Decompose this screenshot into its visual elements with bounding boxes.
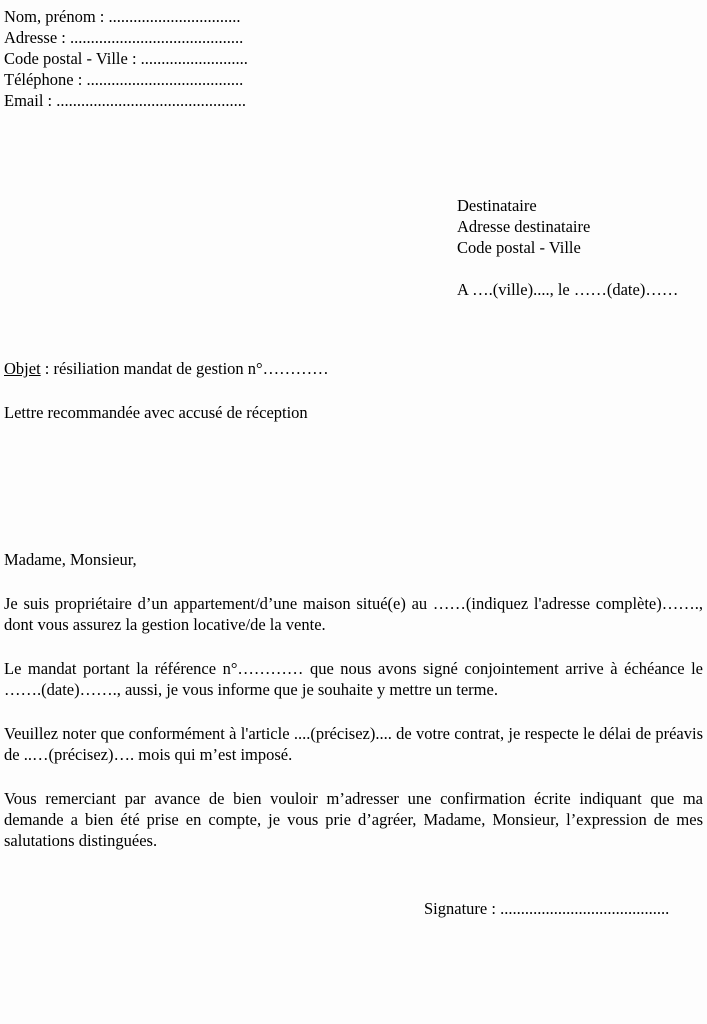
sender-name-line: Nom, prénom : ................................ bbox=[4, 7, 241, 26]
recipient-block bbox=[457, 195, 703, 258]
subject-label: Objet bbox=[4, 359, 41, 378]
body-paragraph: Veuillez noter que conformément à l'article ....(précisez).... de votre contrat, je respecte le délai de préavis de ..…(précisez)…. mois qui m’est imposé. bbox=[4, 724, 703, 764]
subject-line bbox=[4, 358, 703, 379]
body-paragraph: Vous remerciant par avance de bien vouloir m’adresser une confirmation écrite indiquant que ma demande a bien été prise en compte, je vous prie d’agréer, Madame, Monsieur, l’expression de mes salutations distinguées. bbox=[4, 789, 703, 850]
recipient-postal-city-line: Code postal - Ville bbox=[457, 238, 581, 257]
place-date-line: A ….(ville)...., le ……(date)…… bbox=[457, 280, 679, 299]
body-paragraph: Le mandat portant la référence n°………… que nous avons signé conjointement arrive à échéance le …….(date)……., aussi, je vous informe que je souhaite y mettre un terme. bbox=[4, 659, 703, 699]
sender-email-line: Email : .............................................. bbox=[4, 91, 246, 110]
sender-address-line: Adresse : .......................................... bbox=[4, 28, 244, 47]
sender-postal-city-line: Code postal - Ville : .......................... bbox=[4, 49, 248, 68]
registered-mail-line: Lettre recommandée avec accusé de réception bbox=[4, 403, 308, 422]
body-paragraph: Je suis propriétaire d’un appartement/d’une maison situé(e) au ……(indiquez l'adresse complète)……., dont vous assurez la gestion locative/de la vente. bbox=[4, 594, 703, 634]
recipient-name-line: Destinataire bbox=[457, 196, 537, 215]
recipient-address-line: Adresse destinataire bbox=[457, 217, 591, 236]
subject-text: : résiliation mandat de gestion n°………… bbox=[40, 359, 329, 378]
salutation: Madame, Monsieur, bbox=[4, 550, 137, 569]
signature-line: Signature : ......................................... bbox=[424, 899, 670, 918]
sender-phone-line: Téléphone : ...................................... bbox=[4, 70, 244, 89]
sender-block bbox=[4, 6, 703, 111]
